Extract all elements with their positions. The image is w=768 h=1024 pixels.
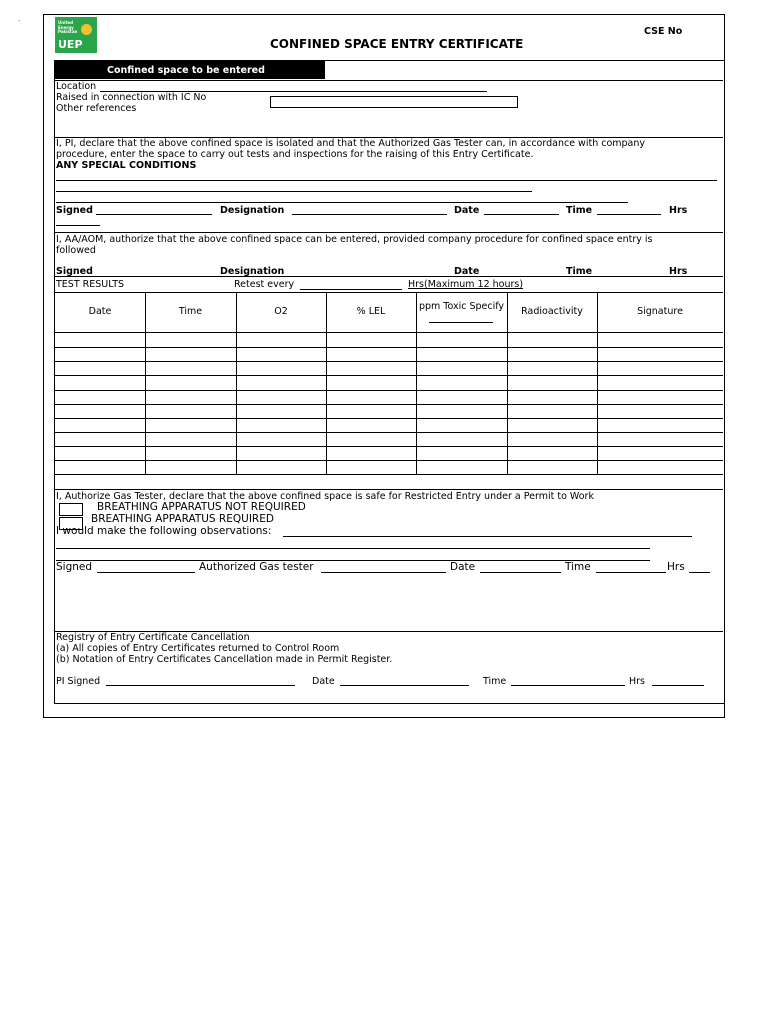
uep-logo (55, 17, 97, 53)
page-title: CONFINED SPACE ENTRY CERTIFICATE (270, 37, 524, 51)
pi-declaration-line2: procedure, enter the space to carry out tests and inspections for the raising of this Entry Certificate. (56, 149, 534, 160)
column-divider (326, 292, 327, 474)
designation-label: Designation (220, 205, 285, 216)
registry-heading: Registry of Entry Certificate Cancellation (56, 632, 250, 643)
logo-text: United Energy Pakistan (58, 20, 78, 34)
date-label: Date (454, 205, 480, 216)
column-header-time: Time (178, 306, 203, 317)
observations-field-2[interactable] (56, 548, 650, 549)
table-row (54, 375, 723, 376)
agt-date-field[interactable] (480, 572, 561, 573)
hrs-label: Hrs (669, 205, 688, 216)
table-row (54, 474, 723, 475)
pi-signed-label: PI Signed (56, 676, 101, 687)
registry-item-a: (a) All copies of Entry Certificates returned to Control Room (56, 643, 340, 654)
pi-signature-field[interactable] (96, 214, 212, 215)
pi-declaration-line1: I, PI, declare that the above confined space is isolated and that the Authorized Gas Tester can, in accordance with company (56, 138, 646, 149)
logo-abbr: UEP (58, 38, 83, 51)
table-row (54, 460, 723, 461)
date-label: Date (312, 676, 335, 687)
pi-time-field[interactable] (597, 214, 661, 215)
agt-signature-field[interactable] (97, 572, 195, 573)
special-conditions-field-2[interactable] (56, 191, 532, 192)
ba-not-required-checkbox[interactable] (59, 503, 83, 516)
pi-date-field[interactable] (484, 214, 559, 215)
sun-icon (81, 24, 92, 35)
table-row (54, 347, 723, 348)
aa-authorize-line2: followed (56, 245, 96, 256)
divider (54, 292, 723, 293)
pi-hrs-field[interactable] (56, 225, 100, 226)
column-header-date: Date (88, 306, 112, 317)
divider (54, 276, 723, 277)
gas-tester-declaration: I, Authorize Gas Tester, declare that the above confined space is safe for Restricted Entry under a Permit to Work (56, 491, 594, 502)
column-header-ppm-toxic: ppm Toxic Specify (418, 301, 505, 312)
special-conditions-heading: ANY SPECIAL CONDITIONS (56, 160, 197, 171)
agt-time-field[interactable] (596, 572, 666, 573)
table-row (54, 404, 723, 405)
table-row (54, 418, 723, 419)
pi-cancel-hrs-field[interactable] (652, 685, 704, 686)
aa-authorize-line1: I, AA/AOM, authorize that the above confined space can be entered, provided company procedure for confined space entry is (56, 234, 653, 245)
agt-hrs-field[interactable] (689, 572, 710, 573)
signed-label: Signed (56, 205, 93, 216)
ba-not-required-label: BREATHING APPARATUS NOT REQUIRED (97, 501, 306, 513)
designation-label: Designation (220, 266, 285, 277)
pi-cancel-date-field[interactable] (340, 685, 469, 686)
table-row (54, 332, 723, 333)
hrs-label: Hrs (669, 266, 688, 277)
signed-label: Signed (56, 266, 93, 277)
time-label: Time (565, 561, 591, 573)
retest-label: Retest every (234, 279, 295, 290)
pi-designation-field[interactable] (292, 214, 447, 215)
special-conditions-field-1[interactable] (56, 180, 717, 181)
time-label: Time (566, 205, 593, 216)
column-header-radioactivity: Radioactivity (521, 306, 583, 317)
divider (54, 489, 723, 490)
ic-no-field[interactable] (270, 96, 518, 108)
table-row (54, 446, 723, 447)
registry-item-b: (b) Notation of Entry Certificates Cancellation made in Permit Register. (56, 654, 393, 665)
divider (54, 232, 723, 233)
date-label: Date (450, 561, 476, 573)
hrs-label: Hrs (629, 676, 645, 687)
table-row (54, 390, 723, 391)
column-divider (236, 292, 237, 474)
column-header-o2: O2 (274, 306, 288, 317)
cse-no-label: CSE No (644, 26, 683, 37)
divider (54, 80, 723, 81)
column-header-signature: Signature (637, 306, 683, 317)
date-label: Date (454, 266, 480, 277)
test-results-label: TEST RESULTS (56, 279, 125, 290)
signed-label: Signed (56, 561, 93, 573)
toxic-specify-field[interactable] (429, 322, 493, 323)
column-divider (507, 292, 508, 474)
retest-hours-field[interactable] (300, 289, 402, 290)
special-conditions-field-3[interactable] (56, 202, 628, 203)
pi-cancel-signature-field[interactable] (106, 685, 295, 686)
other-references-label: Other references (56, 103, 137, 114)
hrs-label: Hrs (667, 561, 685, 573)
banner-label: Confined space to be entered (107, 65, 265, 76)
retest-max-label: Hrs(Maximum 12 hours) (408, 279, 524, 290)
time-label: Time (483, 676, 507, 687)
corner-mark: . (18, 15, 21, 23)
ic-no-label: Raised in connection with IC No (56, 92, 207, 103)
table-row (54, 361, 723, 362)
column-divider (597, 292, 598, 474)
agt-label: Authorized Gas tester (199, 561, 314, 573)
table-row (54, 432, 723, 433)
column-divider (145, 292, 146, 474)
ba-required-label: BREATHING APPARATUS REQUIRED (91, 513, 274, 525)
time-label: Time (566, 266, 593, 277)
pi-cancel-time-field[interactable] (511, 685, 625, 686)
column-divider (416, 292, 417, 474)
observations-field-3[interactable] (56, 560, 650, 561)
agt-name-field[interactable] (321, 572, 446, 573)
location-label: Location (56, 81, 97, 92)
column-header-lel: % LEL (356, 306, 386, 317)
observations-label: I would make the following observations: (56, 525, 272, 537)
observations-field-1[interactable] (283, 536, 692, 537)
